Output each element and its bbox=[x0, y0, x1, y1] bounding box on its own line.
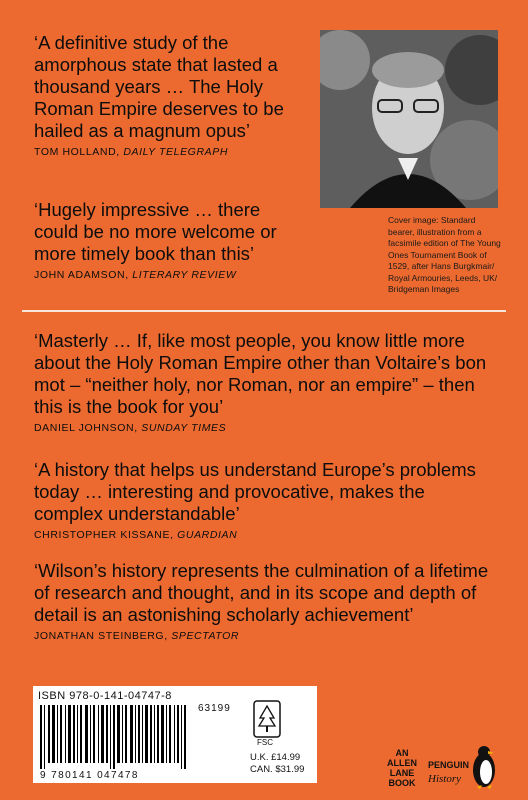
quote-2 bbox=[34, 199, 304, 282]
price-can: CAN. $31.99 bbox=[250, 764, 305, 775]
penguin-label: PENGUIN bbox=[428, 760, 470, 770]
isbn-label: ISBN 978-0-141-04747-8 bbox=[38, 690, 172, 702]
quote-attribution: DANIEL JOHNSON, SUNDAY TIMES bbox=[34, 422, 227, 434]
barcode-icon bbox=[40, 705, 190, 769]
price-uk: U.K. £14.99 bbox=[250, 752, 301, 763]
divider bbox=[22, 310, 506, 312]
quote-attribution: TOM HOLLAND, DAILY TELEGRAPH bbox=[34, 146, 229, 158]
quote-text: ‘Hugely impressive … there could be no more welcome or more timely book than this’ bbox=[34, 199, 277, 264]
barcode-addon: 63199 bbox=[198, 703, 231, 714]
allen-lane-logo: AN ALLEN LANE BOOK bbox=[387, 748, 417, 788]
quote-text: ‘Masterly … If, like most people, you know little more about the Holy Roman Empire other than Voltaire’s bon mot – “neither holy, nor Roman, nor an empire” – then this is the book for you’ bbox=[34, 330, 487, 417]
author-photo bbox=[320, 30, 498, 208]
quote-text: ‘A definitive study of the amorphous state that lasted a thousand years … The Holy Roman Empire deserves to be hailed as a magnum opus’ bbox=[34, 32, 284, 141]
quote-1 bbox=[34, 32, 304, 159]
price-block bbox=[250, 752, 304, 776]
quote-3 bbox=[34, 330, 494, 435]
quote-text: ‘A history that helps us understand Europe’s problems today … interesting and provocative, makes the complex understandable’ bbox=[34, 459, 476, 524]
quote-attribution: JONATHAN STEINBERG, SPECTATOR bbox=[34, 630, 240, 642]
imprint-label: History bbox=[428, 773, 461, 785]
cover-caption: Cover image: Standard bearer, illustration from a facsimile edition of The Young Ones Tournament Book of 1529, after Hans Burgkmair/ Royal Armouries, Leeds, UK/ Bridgeman Images bbox=[388, 215, 501, 294]
quote-text: ‘Wilson’s history represents the culmination of a lifetime of research and thought, and in its scope and depth of detail is an astonishing scholarly achievement’ bbox=[34, 560, 489, 625]
quote-attribution: JOHN ADAMSON, LITERARY REVIEW bbox=[34, 269, 237, 281]
quote-5 bbox=[34, 560, 494, 643]
quote-4 bbox=[34, 459, 494, 542]
fsc-label: FSC bbox=[257, 738, 273, 747]
fsc-tree-icon bbox=[253, 700, 281, 738]
quote-attribution: CHRISTOPHER KISSANE, GUARDIAN bbox=[34, 529, 238, 541]
barcode-number: 9 780141 047478 bbox=[40, 770, 139, 781]
penguin-icon bbox=[466, 742, 502, 790]
